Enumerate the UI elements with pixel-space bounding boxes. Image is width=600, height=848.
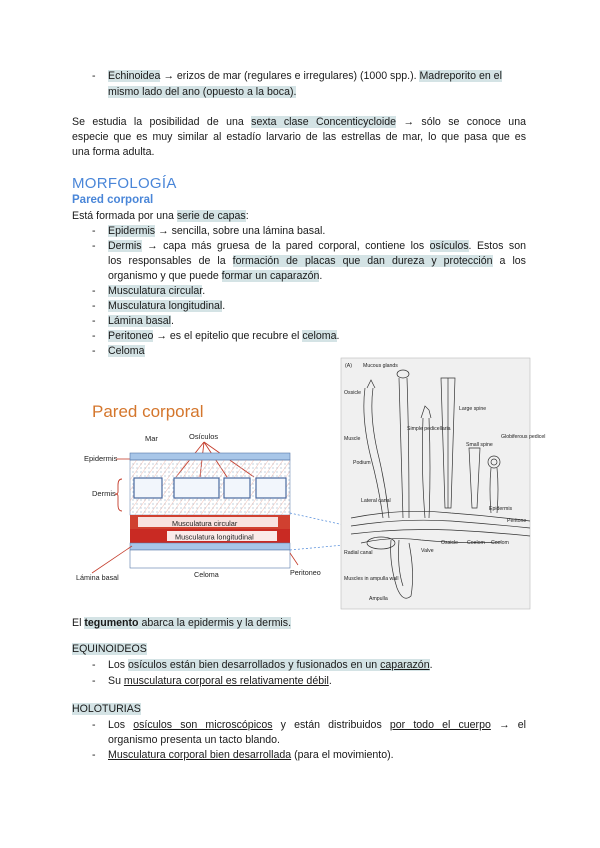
layer-musc-circular: Musculatura circular.	[108, 285, 206, 297]
label-coelom-2: Coelom	[491, 540, 509, 546]
label-globiferous: Globiferous pedicel	[501, 434, 546, 440]
bullet-dash: -	[92, 300, 96, 312]
label-ampulla: Ampulla	[369, 596, 388, 602]
tegumento-sentence: El tegumento abarca la epidermis y la dermis.	[72, 617, 292, 629]
holoturias-bullet-2: Musculatura corporal bien desarrollada (para el movimiento).	[108, 749, 394, 761]
paragraph-line-2: especie que es muy similar al estadío larvario de las estrellas de mar, lo que pasa que es	[72, 131, 526, 143]
layer-celoma: Celoma	[108, 345, 145, 357]
label-simple-pedicellaria: Simple pedicellaria	[407, 426, 451, 432]
section-heading-morfologia: MORFOLOGÍA	[72, 175, 177, 192]
label-ossicle-bottom: Ossicle	[441, 540, 459, 546]
label-podium: Podium	[353, 460, 371, 466]
label-mar: Mar	[145, 434, 158, 443]
label-small-spine: Small spine	[466, 442, 493, 448]
label-lamina-basal: Lámina basal	[76, 573, 119, 582]
label-peritoneo: Peritoneo	[290, 568, 321, 577]
label-coelom-1: Coelom	[467, 540, 485, 546]
label-epidermis: Epidermis	[84, 454, 118, 463]
label-ossicle-top: Ossicle	[344, 390, 362, 396]
label-epidermis-en: Epidermis	[489, 506, 513, 512]
bullet-echinoidea: Echinoidea → erizos de mar (regulares e irregulares) (1000 spp.). Madreporito en el	[108, 70, 502, 82]
bullet-dash: -	[92, 345, 96, 357]
paragraph-line-3: una forma adulta.	[72, 146, 155, 158]
ossicle-plate	[134, 478, 162, 498]
label-musc-longitudinal: Musculatura longitudinal	[175, 532, 254, 542]
label-celoma: Celoma	[194, 570, 219, 579]
bullet-dash: -	[92, 749, 96, 761]
ossicle-plate	[224, 478, 250, 498]
layer-musc-longitudinal: Musculatura longitudinal.	[108, 300, 226, 312]
label-muscle: Muscle	[344, 436, 361, 442]
label-peritoneum: Peritone	[507, 518, 527, 524]
label-osiculos: Osículos	[189, 432, 219, 441]
label-valve: Valve	[421, 548, 434, 554]
diagram-title: Pared corporal	[92, 402, 204, 421]
pared-intro: Está formada por una serie de capas:	[72, 210, 249, 222]
label-large-spine: Large spine	[459, 406, 487, 412]
bullet-dash: -	[92, 70, 96, 82]
subheading-pared-corporal: Pared corporal	[72, 194, 154, 206]
equinoideos-bullet-1: Los osículos están bien desarrollados y fusionados en un caparazón.	[108, 659, 433, 671]
holoturias-bullet-1: Los osículos son microscópicos y están distribuidos por todo el cuerpo → el	[108, 719, 526, 731]
bullet-dash: -	[92, 315, 96, 327]
bullet-dash: -	[92, 719, 96, 731]
label-panel-a: (A)	[345, 363, 352, 369]
echinoid-section-diagram	[341, 358, 546, 609]
bullet-dash: -	[92, 659, 96, 671]
bullet-dash: -	[92, 675, 96, 687]
section-holoturias: HOLOTURIAS	[72, 703, 141, 715]
bullet-dash: -	[92, 240, 96, 252]
bullet-dash: -	[92, 285, 96, 297]
label-radial-canal: Radial canal	[344, 550, 373, 556]
section-equinoideos: EQUINOIDEOS	[72, 643, 147, 655]
label-mucous-glands: Mucous glands	[363, 363, 398, 369]
layer-dermis-line3: organismo y que puede formar un caparazón.	[108, 270, 323, 282]
equinoideos-bullet-2: Su musculatura corporal es relativamente débil.	[108, 675, 332, 687]
label-lateral-canal: Lateral canal	[361, 498, 391, 504]
bullet-echinoidea-line2: mismo lado del ano (opuesto a la boca).	[108, 86, 297, 98]
pared-corporal-diagram	[72, 395, 344, 587]
label-dermis: Dermis	[92, 489, 116, 498]
holoturias-bullet-1-line2: organismo presenta un tacto blando.	[108, 734, 280, 746]
layer-dermis: Dermis → capa más gruesa de la pared corporal, contiene los osículos. Estos son	[108, 240, 526, 252]
layer-epidermis: Epidermis → sencilla, sobre una lámina basal.	[108, 225, 326, 237]
label-muscles-ampulla: Muscles in ampulla wall	[344, 576, 399, 582]
ossicle-plate	[256, 478, 286, 498]
label-musc-circular: Musculatura circular	[172, 519, 238, 528]
bullet-dash: -	[92, 330, 96, 342]
layer-dermis-line2: los responsables de la formación de placas que dan dureza y protección a los	[108, 255, 526, 267]
ossicle-plate	[174, 478, 219, 498]
layer-lamina-basal: Lámina basal.	[108, 315, 174, 327]
paragraph-line-1: Se estudia la posibilidad de una sexta clase Concenticycloide → sólo se conoce una	[72, 116, 526, 128]
layer-peritoneo: Peritoneo → es el epitelio que recubre el celoma.	[108, 330, 340, 342]
bullet-dash: -	[92, 225, 96, 237]
